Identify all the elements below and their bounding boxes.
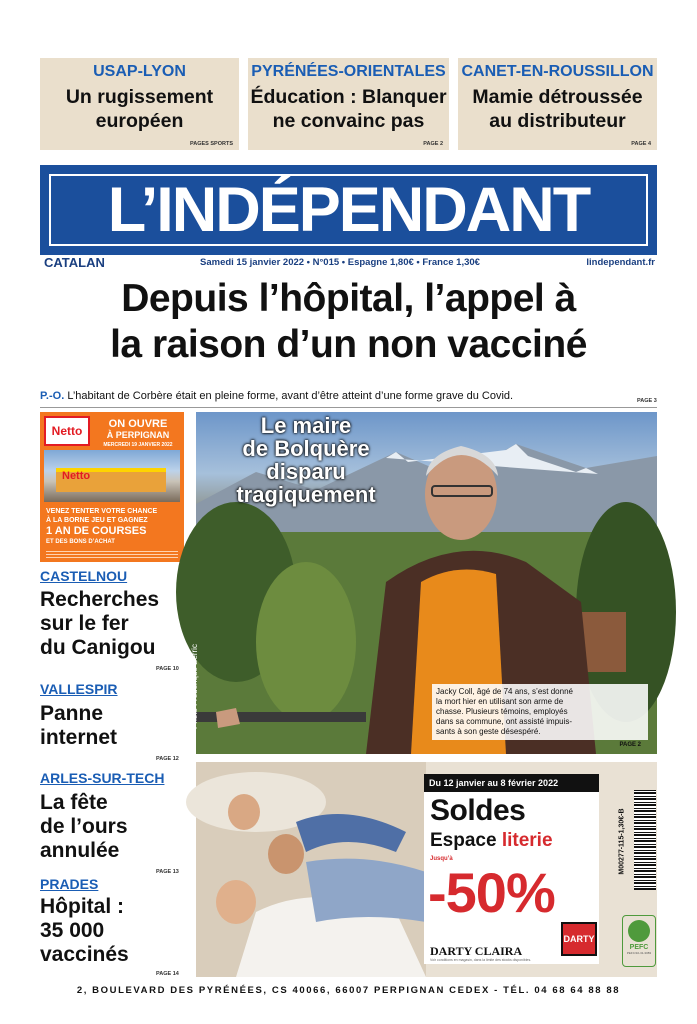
- strap-tag: P.-O.: [40, 390, 65, 402]
- promo-cta-line: À LA BORNE JEU ET GAGNEZ: [46, 517, 148, 524]
- story-headline-line: La fête: [40, 791, 108, 814]
- issue-info: Samedi 15 janvier 2022 • N°015 • Espagne 1,80€ • France 1,30€: [200, 257, 480, 268]
- teaser-page-ref: PAGE 4: [631, 141, 651, 147]
- story-headline[interactable]: [40, 702, 117, 750]
- promo-banner-line: À PERPIGNAN: [106, 430, 170, 440]
- family-photo: [196, 762, 426, 977]
- story-section-arles[interactable]: ARLES-SUR-TECH: [40, 770, 165, 786]
- story-headline-line: annulée: [40, 839, 120, 862]
- edition-name: CATALAN: [44, 255, 105, 270]
- promo-fineprint: [46, 550, 178, 558]
- story-section-vallespir[interactable]: VALLESPIR: [40, 681, 118, 697]
- feature-page-ref: PAGE 2: [619, 742, 641, 748]
- story-page-ref: PAGE 12: [156, 756, 179, 762]
- feature-title-line: tragiquement: [236, 482, 376, 507]
- strap-text: L’habitant de Corbère était en pleine forme, avant d’être atteint d’une forme grave du Covid.: [67, 390, 514, 402]
- divider: [40, 407, 657, 408]
- ad-subtitle-2: literie: [501, 830, 553, 851]
- promo-banner: [96, 418, 180, 448]
- story-headline-line: Panne: [40, 702, 104, 725]
- teaser-usap-lyon[interactable]: [40, 58, 239, 150]
- promo-banner-line: MERCREDI 19 JANVIER 2022: [103, 442, 173, 448]
- ad-dates-bar: [424, 774, 599, 792]
- darty-ad[interactable]: [196, 762, 657, 977]
- barcode: [634, 790, 656, 890]
- person-head: [268, 834, 304, 874]
- tree: [256, 562, 356, 722]
- pefc-sub: PEFC/10-31-3083: [626, 951, 652, 955]
- photo-caption: [432, 684, 648, 740]
- feature-title-line: disparu: [266, 459, 346, 484]
- story-headline-line: 35 000: [40, 919, 105, 942]
- strap-page-ref: PAGE 3: [637, 398, 657, 404]
- story-headline-line: Recherches: [40, 588, 160, 611]
- footer-address: 2, BOULEVARD DES PYRÉNÉES, CS 40066, 66007 PERPIGNAN CEDEX - TÉL. 04 68 64 88 88: [76, 985, 621, 996]
- teaser-headline: au distributeur: [489, 110, 626, 132]
- ad-discount: -50%: [428, 861, 555, 924]
- pefc-label: PEFC: [629, 944, 649, 951]
- masthead-frame: [49, 174, 648, 246]
- teaser-headline: Un rugissement: [65, 86, 214, 108]
- teaser-headline: Mamie détroussée: [472, 86, 643, 108]
- main-headline-line: Depuis l’hôpital, l’appel à: [121, 277, 576, 320]
- story-headline[interactable]: [40, 895, 129, 967]
- feature-title: [206, 414, 406, 506]
- photo-credit: Photo Frédérique Berric: [189, 644, 199, 729]
- website[interactable]: lindependant.fr: [586, 257, 655, 268]
- feature-photo[interactable]: [189, 412, 657, 754]
- teaser-canet[interactable]: [458, 58, 657, 150]
- story-headline-line: du Canigou: [40, 636, 156, 659]
- main-headline-line: la raison d’un non vacciné: [110, 323, 587, 366]
- netto-promo[interactable]: [40, 412, 184, 562]
- main-headline[interactable]: [40, 276, 657, 368]
- promo-cta-line: ET DES BONS D’ACHAT: [46, 539, 115, 545]
- ad-subtitle-1: Espace: [430, 830, 497, 851]
- story-headline-line: internet: [40, 726, 118, 749]
- story-page-ref: PAGE 10: [156, 666, 179, 672]
- teaser-page-ref: PAGE 2: [423, 141, 443, 147]
- ad-panel: [424, 774, 599, 964]
- teaser-pyrenees-orientales[interactable]: [248, 58, 449, 150]
- story-headline-line: sur le fer: [40, 612, 129, 635]
- barcode-text: M00277-115-1,30€-B: [618, 808, 626, 875]
- promo-cta-line: 1 AN DE COURSES: [46, 525, 147, 537]
- ad-dates: Du 12 janvier au 8 février 2022: [429, 778, 559, 788]
- feature-title-line: Le maire: [260, 413, 352, 438]
- ad-title: Soldes: [430, 794, 526, 827]
- story-headline-line: vaccinés: [40, 943, 129, 966]
- masthead-title: L’INDÉPENDANT: [107, 174, 590, 245]
- teaser-page-ref: PAGES SPORTS: [190, 141, 233, 147]
- story-section-castelnou[interactable]: CASTELNOU: [40, 568, 128, 584]
- tree-icon: [628, 920, 650, 942]
- blanket: [306, 859, 426, 922]
- person-head: [216, 880, 256, 924]
- teaser-headline: ne convainc pas: [272, 110, 425, 132]
- ad-fineprint: Voir conditions en magasin, dans la limite des stocks disponibles.: [430, 958, 532, 962]
- story-page-ref: PAGE 13: [156, 869, 179, 875]
- promo-banner-line: ON OUVRE: [108, 418, 168, 430]
- netto-logo: [44, 416, 90, 446]
- main-strap: [40, 390, 513, 402]
- masthead: [40, 165, 657, 255]
- pefc-logo: [622, 915, 656, 967]
- promo-cta-line: VENEZ TENTER VOTRE CHANCE: [46, 508, 158, 515]
- caption-line: dans sa commune, ont assisté impuis-: [436, 717, 573, 726]
- feature-title-line: de Bolquère: [242, 436, 370, 461]
- teaser-section: PYRÉNÉES-ORIENTALES: [251, 63, 446, 80]
- story-headline-line: Hôpital :: [40, 895, 124, 918]
- teaser-section: CANET-EN-ROUSSILLON: [461, 63, 654, 80]
- story-headline-line: de l’ours: [40, 815, 128, 838]
- store-photo: [44, 450, 180, 502]
- teaser-headline: Éducation : Blanquer: [250, 86, 447, 108]
- caption-line: chasse. Plusieurs témoins, employés: [436, 707, 568, 716]
- ad-subtitle: [430, 830, 553, 852]
- caption-line: Jacky Coll, âgé de 74 ans, s’est donné: [436, 687, 573, 696]
- darty-logo-text: DARTY: [563, 934, 595, 944]
- caption-line: sants à son geste désespéré.: [436, 727, 541, 736]
- story-headline[interactable]: [40, 791, 128, 863]
- darty-logo: [561, 922, 597, 956]
- ad-store: DARTY CLAIRA: [430, 944, 523, 958]
- store-sign: Netto: [62, 470, 91, 482]
- teaser-section: USAP-LYON: [93, 63, 186, 80]
- promo-cta: [46, 507, 178, 547]
- story-headline[interactable]: [40, 588, 159, 660]
- teaser-headline: européen: [95, 110, 184, 132]
- person-head: [228, 794, 260, 830]
- story-section-prades[interactable]: PRADES: [40, 876, 99, 892]
- netto-logo-text: Netto: [51, 424, 83, 438]
- caption-line: la mort hier en utilisant son arme de: [436, 697, 564, 706]
- ad-upto: Jusqu’à: [430, 856, 453, 862]
- story-page-ref: PAGE 14: [156, 971, 179, 977]
